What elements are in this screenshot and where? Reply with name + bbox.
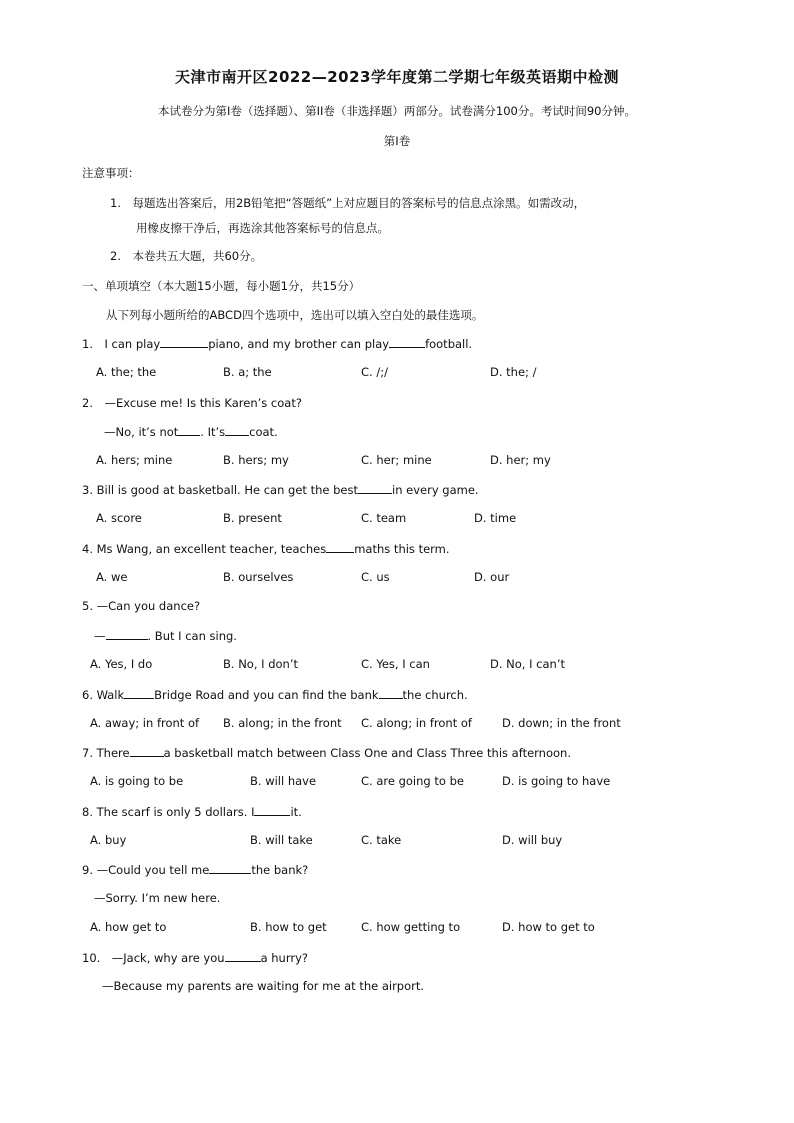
option-c: C. team [361,511,407,525]
option-b: B. a; the [223,365,272,379]
question-text: coat. [249,425,278,439]
answer-blank [254,804,290,816]
question-1 [82,336,472,352]
option-b: B. No, I don’t [223,657,298,671]
answer-blank [379,687,403,699]
question-text: —No, it’s not [104,425,179,439]
option-b: B. hers; my [223,453,289,467]
option-d: D. our [474,570,510,584]
option-a: A. score [96,511,142,525]
answer-blank [225,424,249,436]
option-c: C. how getting to [361,920,461,934]
question-text: it. [290,805,302,819]
option-c: C. us [361,570,390,584]
question-text: in every game. [392,483,479,497]
exam-title: 天津市南开区2022—2023学年度第二学期七年级英语期中检测 [175,68,619,86]
option-b: B. how to get [250,920,327,934]
answer-blank [160,336,208,348]
option-d: D. No, I can’t [490,657,565,671]
question-10 [82,950,308,966]
option-d: D. down; in the front [502,716,621,730]
option-a: A. the; the [96,365,157,379]
question-text: 8. The scarf is only 5 dollars. I [82,805,255,819]
option-a: A. away; in front of [90,716,200,730]
question-text: the bank? [251,863,309,877]
question-text: Bridge Road and you can find the bank [154,688,379,702]
question-9-reply: —Sorry. I’m new here. [94,891,221,905]
question-text: 3. Bill is good at basketball. He can get the best [82,483,358,497]
option-d: D. how to get to [502,920,595,934]
option-a: A. Yes, I do [90,657,153,671]
answer-blank [106,628,148,640]
question-text: 9. —Could you tell me [82,863,210,877]
answer-blank [124,687,154,699]
answer-blank [130,745,164,757]
answer-blank [326,541,354,553]
option-d: D. her; my [490,453,551,467]
option-b: B. along; in the front [223,716,342,730]
question-text: football. [425,337,473,351]
answer-blank [358,482,392,494]
option-a: A. hers; mine [96,453,173,467]
option-d: D. the; / [490,365,537,379]
question-text: piano, and my brother can play [208,337,390,351]
option-d: D. is going to have [502,774,611,788]
option-b: B. ourselves [223,570,294,584]
question-3 [82,482,479,497]
question-text: 10. —Jack, why are you [82,951,225,965]
question-2-reply [104,424,278,439]
answer-blank [389,336,425,348]
option-d: D. will buy [502,833,563,847]
question-4 [82,541,450,556]
option-c: C. Yes, I can [361,657,430,671]
option-a: A. is going to be [90,774,184,788]
option-c: C. /;/ [361,365,388,379]
question-7 [82,745,571,760]
question-2: 2. —Excuse me! Is this Karen’s coat? [82,396,302,410]
question-text: 7. There [82,746,130,760]
question-text: 1. I can play [82,337,161,351]
question-text: . It’s [200,425,226,439]
option-a: A. how get to [90,920,167,934]
question-5: 5. —Can you dance? [82,599,201,613]
section-heading: 一、单项填空（本大题15小题，每小题1分，共15分） [82,279,361,293]
answer-blank [225,950,261,962]
question-text: the church. [402,688,468,702]
question-text: — [94,629,106,643]
part-label: 第I卷 [383,134,411,148]
option-c: C. along; in front of [361,716,472,730]
notes-item-1: 1. 每题选出答案后，用2B铅笔把“答题纸”上对应题目的答案标号的信息点涂黑。如需改动， [110,196,586,210]
question-text: maths this term. [354,542,450,556]
option-c: C. her; mine [361,453,432,467]
section-instruction: 从下列每小题所给的ABCD四个选项中，选出可以填入空白处的最佳选项。 [106,308,484,322]
notes-heading: 注意事项： [82,166,140,180]
question-text: a basketball match between Class One and Class Three this afternoon. [163,746,571,760]
question-8 [82,804,302,819]
answer-blank [209,862,251,874]
notes-item-1-cont: 用橡皮擦干净后，再选涂其他答案标号的信息点。 [136,221,389,235]
option-a: A. we [96,570,128,584]
question-text: 4. Ms Wang, an excellent teacher, teaches [82,542,327,556]
answer-blank [178,424,200,436]
option-b: B. will take [250,833,313,847]
question-5-reply [94,628,237,643]
option-d: D. time [474,511,517,525]
question-9 [82,862,308,877]
question-6 [82,687,468,702]
option-b: B. present [223,511,282,525]
question-text: 6. Walk [82,688,125,702]
option-c: C. take [361,833,402,847]
option-a: A. buy [90,833,127,847]
notes-item-2: 2. 本卷共五大题，共60分。 [110,249,263,263]
question-10-reply: —Because my parents are waiting for me at the airport. [102,979,425,993]
question-text: . But I can sing. [147,629,237,643]
option-c: C. are going to be [361,774,464,788]
exam-intro: 本试卷分为第I卷（选择题）、第II卷（非选择题）两部分。试卷满分100分。考试时间90分钟。 [157,104,636,118]
question-text: a hurry? [260,951,309,965]
option-b: B. will have [250,774,317,788]
